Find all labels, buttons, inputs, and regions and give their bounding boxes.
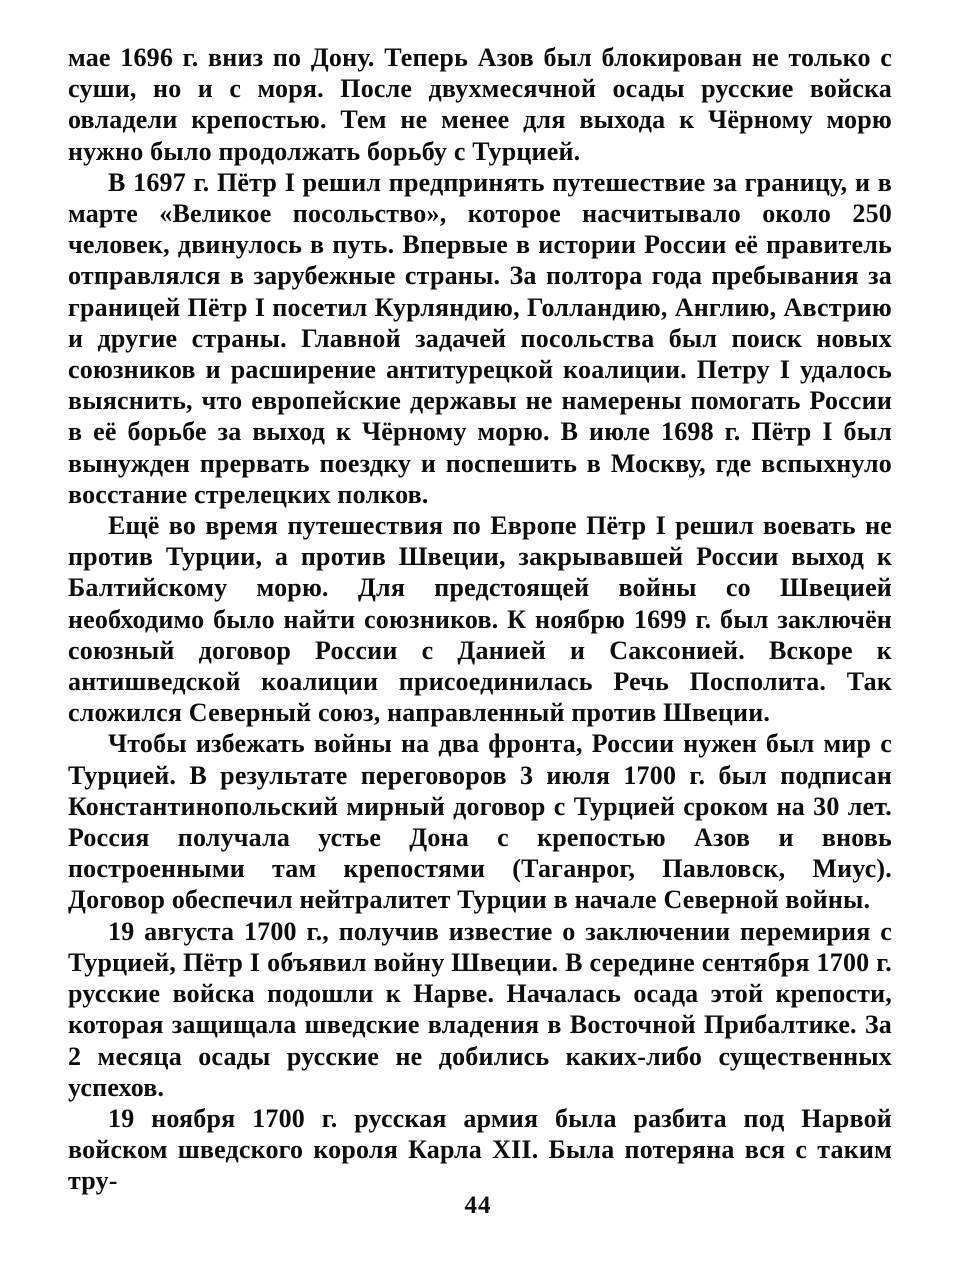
paragraph: мае 1696 г. вниз по Дону. Теперь Азов был блокирован не только с суши, но и с моря. После двухмесячной осады русские войска овладели крепостью. Тем не менее для выхода к Чёрному морю нужно было продолжать борьбу с Турцией. xyxy=(68,43,892,166)
paragraph: В 1697 г. Пётр I решил предпринять путешествие за границу, и в марте «Великое посольство», которое насчитывало около 250 человек, двинулось в путь. Впервые в истории России её правитель отправлялся в зарубежные страны. За полтора года пребывания за границей Пётр I посетил Курляндию, Голландию, Англию, Австрию и другие страны. Главной задачей посольства был поиск новых союзников и расширение антитурецкой коалиции. Петру I удалось выяснить, что европейские державы не намерены помогать России в её борьбе за выход к Чёрному морю. В июле 1698 г. Пётр I был вынужден прервать поездку и поспешить в Москву, где вспыхнуло восстание стрелецких полков. xyxy=(68,167,892,509)
paragraph: 19 ноября 1700 г. русская армия была разбита под Нарвой войском шведского короля Карла XII. Была потеряна вся с таким тру- xyxy=(68,1103,892,1196)
paragraph: Ещё во время путешествия по Европе Пётр I решил воевать не против Турции, а против Швеции, закрывавшей России выход к Балтийскому морю. Для предстоящей войны со Швецией необходимо было найти союзников. К ноябрю 1699 г. был заключён союзный договор России с Данией и Саксонией. Вскоре к антишведской коалиции присоединилась Речь Посполита. Так сложился Северный союз, направленный против Швеции. xyxy=(68,511,892,728)
page-number: 44 xyxy=(464,1192,492,1219)
paragraph: Чтобы избежать войны на два фронта, России нужен был мир с Турцией. В результате переговоров 3 июля 1700 г. был подписан Константинопольский мирный договор с Турцией сроком на 30 лет. Россия получала устье Дона с крепостью Азов и вновь построенными там крепостями (Таганрог, Павловск, Миус). Договор обеспечил нейтралитет Турции в начале Северной войны. xyxy=(68,729,892,915)
paragraph: 19 августа 1700 г., получив известие о заключении перемирия с Турцией, Пётр I объявил войну Швеции. В середине сентября 1700 г. русские войска подошли к Нарве. Началась осада этой крепости, которая защищала шведские владения в Восточной Прибалтике. За 2 месяца осады русские не добились каких-либо существенных успехов. xyxy=(68,916,892,1102)
page-text xyxy=(68,42,892,1197)
